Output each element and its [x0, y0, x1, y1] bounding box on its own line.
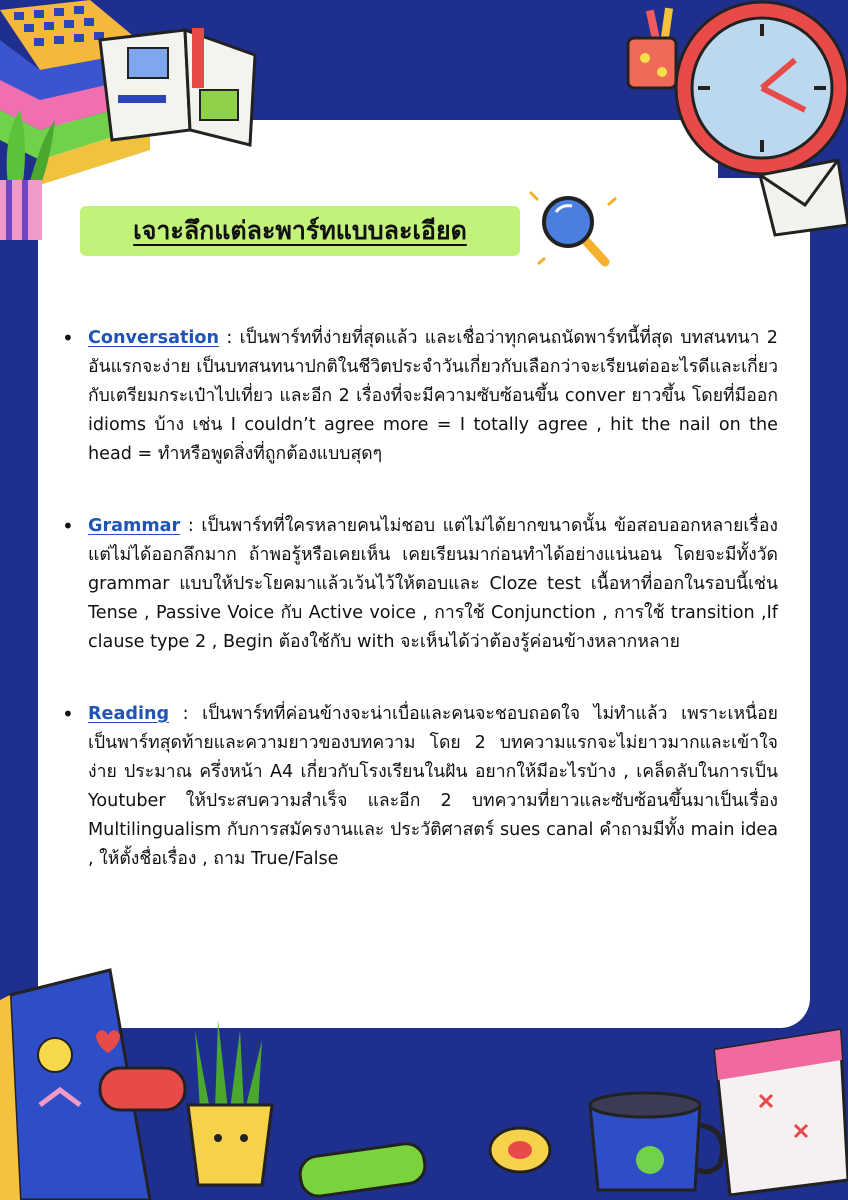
page-title: เจาะลึกแต่ละพาร์ทแบบละเอียด	[133, 216, 467, 245]
envelope-icon	[760, 160, 848, 235]
list-item-grammar	[62, 512, 778, 657]
item-body: เป็นพาร์ทที่ง่ายที่สุดแล้ว และเชื่อว่าทุกคนถนัดพาร์ทนี้ที่สุด บทสนทนา 2 อันแรกจะง่าย เป็นบทสนทนาปกติในชีวิตประจำวันเกี่ยวกับเลือกว่าจะเรียนต่ออะไรดีและเกี่ยวกับเตรียมกระเป๋าไปเที่ยว และอีก 2 เรื่องที่จะมีความซับซ้อนขึ้น conver ยาวขึ้น โดยที่มีออก idioms บ้าง เช่น I couldn’t agree more = I totally agree , hit the nail on the head = ทำหรือพูดสิ่งที่ถูกต้องแบบสุดๆ	[88, 328, 778, 464]
item-heading: Reading	[88, 704, 170, 724]
item-heading: Conversation	[88, 328, 219, 348]
magnifier-icon	[530, 192, 616, 264]
tape-icon	[490, 1128, 550, 1172]
title-banner	[80, 206, 520, 256]
item-text	[88, 324, 778, 469]
open-book-icon	[100, 28, 255, 145]
calendar-icon	[715, 1030, 848, 1195]
clock-icon	[676, 2, 848, 174]
item-separator: :	[219, 328, 240, 348]
pencil-case-icon	[298, 1141, 427, 1198]
item-body: เป็นพาร์ทที่ใครหลายคนไม่ชอบ แต่ไม่ได้ยากขนาดนั้น ข้อสอบออกหลายเรื่อง แต่ไม่ได้ออกลึกมาก ถ้าพอรู้หรือเคยเห็น เคยเรียนมาก่อนทำได้อย่างแน่นอน โดยจะมีทั้งวัด grammar แบบให้ประโยคมาแล้วเว้นไว้ให้ตอบและ Cloze test เนื้อหาที่ออกในรอบนี้เช่น Tense , Passive Voice กับ Active voice , การใช้ Conjunction , การใช้ transition ,If clause type 2 , Begin ต้องใช้กับ with จะเห็นได้ว่าต้องรู้ค่อนข้างหลากหลาย	[88, 516, 778, 652]
bullet-icon: •	[62, 326, 74, 350]
bullet-icon: •	[62, 514, 74, 538]
item-heading: Grammar	[88, 516, 181, 536]
notebook-icon	[0, 970, 185, 1200]
item-text	[88, 700, 778, 874]
list-item-conversation	[62, 324, 778, 469]
cactus-pot-icon	[188, 1020, 272, 1185]
item-body: เป็นพาร์ทที่ค่อนข้างจะน่าเบื่อและคนจะชอบถอดใจ ไม่ทำแล้ว เพราะเหนื่อย เป็นพาร์ทสุดท้ายและความยาวของบทความ โดย 2 บทความแรกจะไม่ยาวมากและเข้าใจง่าย ประมาณ ครึ่งหน้า A4 เกี่ยวกับโรงเรียนในฝัน อยากให้มีอะไรบ้าง , เคล็ดลับในการเป็น Youtuber ให้ประสบความสำเร็จ และอีก 2 บทความที่ยาวและซับซ้อนขึ้นมาเป็นเรื่อง Multilingualism กับการสมัครงานและ ประวัติศาสตร์ sues canal คำถามมีทั้ง main idea , ให้ตั้งชื่อเรื่อง , ถาม True/False	[88, 704, 778, 869]
list-item-reading	[62, 700, 778, 874]
bullet-icon: •	[62, 702, 74, 726]
item-separator: :	[180, 516, 202, 536]
item-text	[88, 512, 778, 657]
pencil-cup-icon	[628, 8, 676, 88]
mug-icon	[590, 1093, 723, 1190]
item-separator: :	[169, 704, 203, 724]
content-list	[62, 324, 778, 917]
